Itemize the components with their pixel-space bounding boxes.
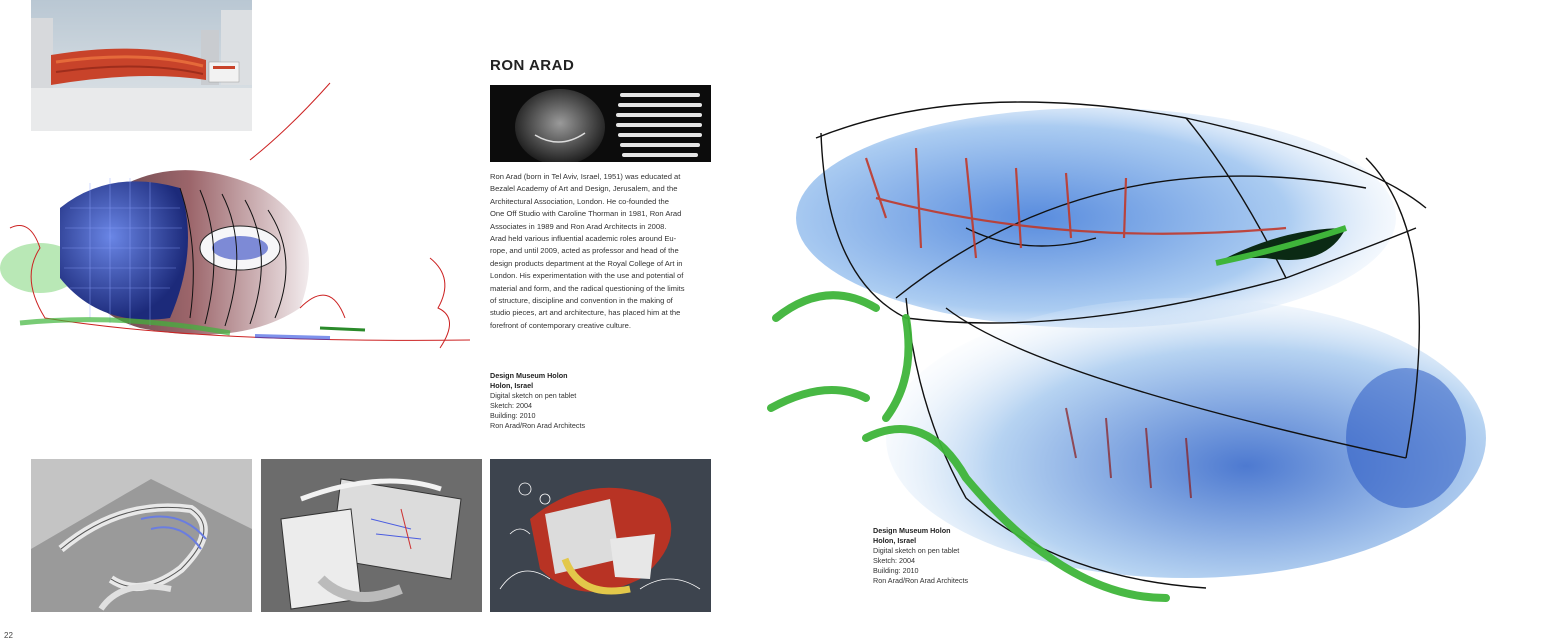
page-number: 22 [4, 631, 13, 640]
render-thumbnail-3 [490, 459, 711, 612]
caption-line: Building: 2010 [490, 411, 536, 420]
render-thumbnail-1 [31, 459, 252, 612]
caption-location: Holon, Israel [490, 381, 534, 390]
caption-line: Digital sketch on pen tablet [873, 546, 960, 555]
portrait-photo [490, 85, 711, 162]
caption-line: Sketch: 2004 [873, 556, 915, 565]
caption-line: Building: 2010 [873, 566, 919, 575]
page-heading: RON ARAD [490, 57, 575, 74]
left-sketch [0, 78, 470, 360]
caption-line: Sketch: 2004 [490, 401, 532, 410]
image-caption [873, 526, 1073, 586]
caption-line: Digital sketch on pen tablet [490, 391, 577, 400]
caption-location: Holon, Israel [873, 536, 917, 545]
caption-title: Design Museum Holon [873, 526, 951, 535]
caption-title: Design Museum Holon [490, 371, 568, 380]
bio-paragraph: Ron Arad (born in Tel Aviv, Israel, 1951) was educated at Bezalel Academy of Art and Design, Jerusalem, and the Architectural Association, London. He co-founded the One Off Studio with Caroline Thorman in 1981, Ron Arad Associates in 1989 and Ron Arad Architects in 2008. Arad held various influential academic roles around Eu- rope, and until 2009, acted as professor and head of the design products department at the Royal College of Art in London. His experimentation with the use and potential of material and form, and the radical questioning of the limits of structure, discipline and convention in the making of studio pieces, art and architecture, has placed him at the forefront of contemporary creative culture. [490, 172, 685, 330]
image-caption [490, 371, 690, 431]
render-thumbnail-2 [261, 459, 482, 612]
caption-line: Ron Arad/Ron Arad Architects [873, 576, 969, 585]
caption-line: Ron Arad/Ron Arad Architects [490, 421, 586, 430]
